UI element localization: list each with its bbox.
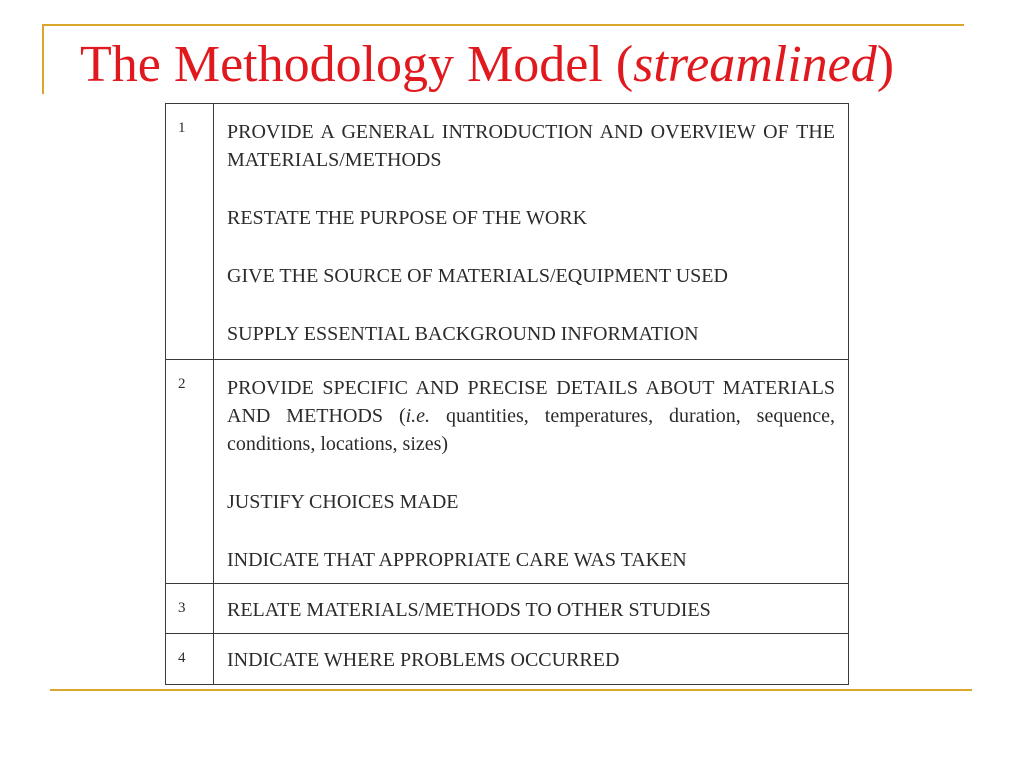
step-item-emphasis: i.e. xyxy=(405,405,431,427)
step-item-text: quantities, temperatures, duration, sequence, conditions, locations, sizes) xyxy=(227,405,835,455)
title-close-paren: ) xyxy=(876,36,895,93)
step-item: JUSTIFY CHOICES MADE xyxy=(227,491,459,513)
step-content xyxy=(214,104,849,360)
step-number: 1 xyxy=(166,104,214,360)
title-emphasis: streamlined xyxy=(633,36,877,93)
table-row xyxy=(166,104,849,360)
slide-title xyxy=(80,34,894,96)
table-row xyxy=(166,584,849,634)
left-rule xyxy=(42,24,44,94)
step-content xyxy=(214,584,849,634)
step-number: 2 xyxy=(166,360,214,584)
step-content xyxy=(214,360,849,584)
step-item: RESTATE THE PURPOSE OF THE WORK xyxy=(227,207,588,229)
top-rule xyxy=(42,24,964,26)
title-main: The Methodology Model xyxy=(80,36,603,93)
bottom-rule xyxy=(50,689,972,691)
step-item xyxy=(227,374,835,458)
title-open-paren: ( xyxy=(615,36,634,93)
step-item: RELATE MATERIALS/METHODS TO OTHER STUDIES xyxy=(227,599,711,621)
step-content xyxy=(214,634,849,685)
table-row xyxy=(166,634,849,685)
step-number: 4 xyxy=(166,634,214,685)
step-number: 3 xyxy=(166,584,214,634)
table-row xyxy=(166,360,849,584)
step-item-text: PROVIDE SPECIFIC AND PRECISE DETAILS ABOUT MATERIALS AND METHODS ( xyxy=(227,377,835,427)
methodology-table xyxy=(165,103,849,685)
step-item: PROVIDE A GENERAL INTRODUCTION AND OVERVIEW OF THE MATERIALS/METHODS xyxy=(227,121,835,171)
step-item: INDICATE THAT APPROPRIATE CARE WAS TAKEN xyxy=(227,549,687,571)
step-item: INDICATE WHERE PROBLEMS OCCURRED xyxy=(227,649,620,671)
step-item: GIVE THE SOURCE OF MATERIALS/EQUIPMENT USED xyxy=(227,265,728,287)
step-item: SUPPLY ESSENTIAL BACKGROUND INFORMATION xyxy=(227,323,699,345)
